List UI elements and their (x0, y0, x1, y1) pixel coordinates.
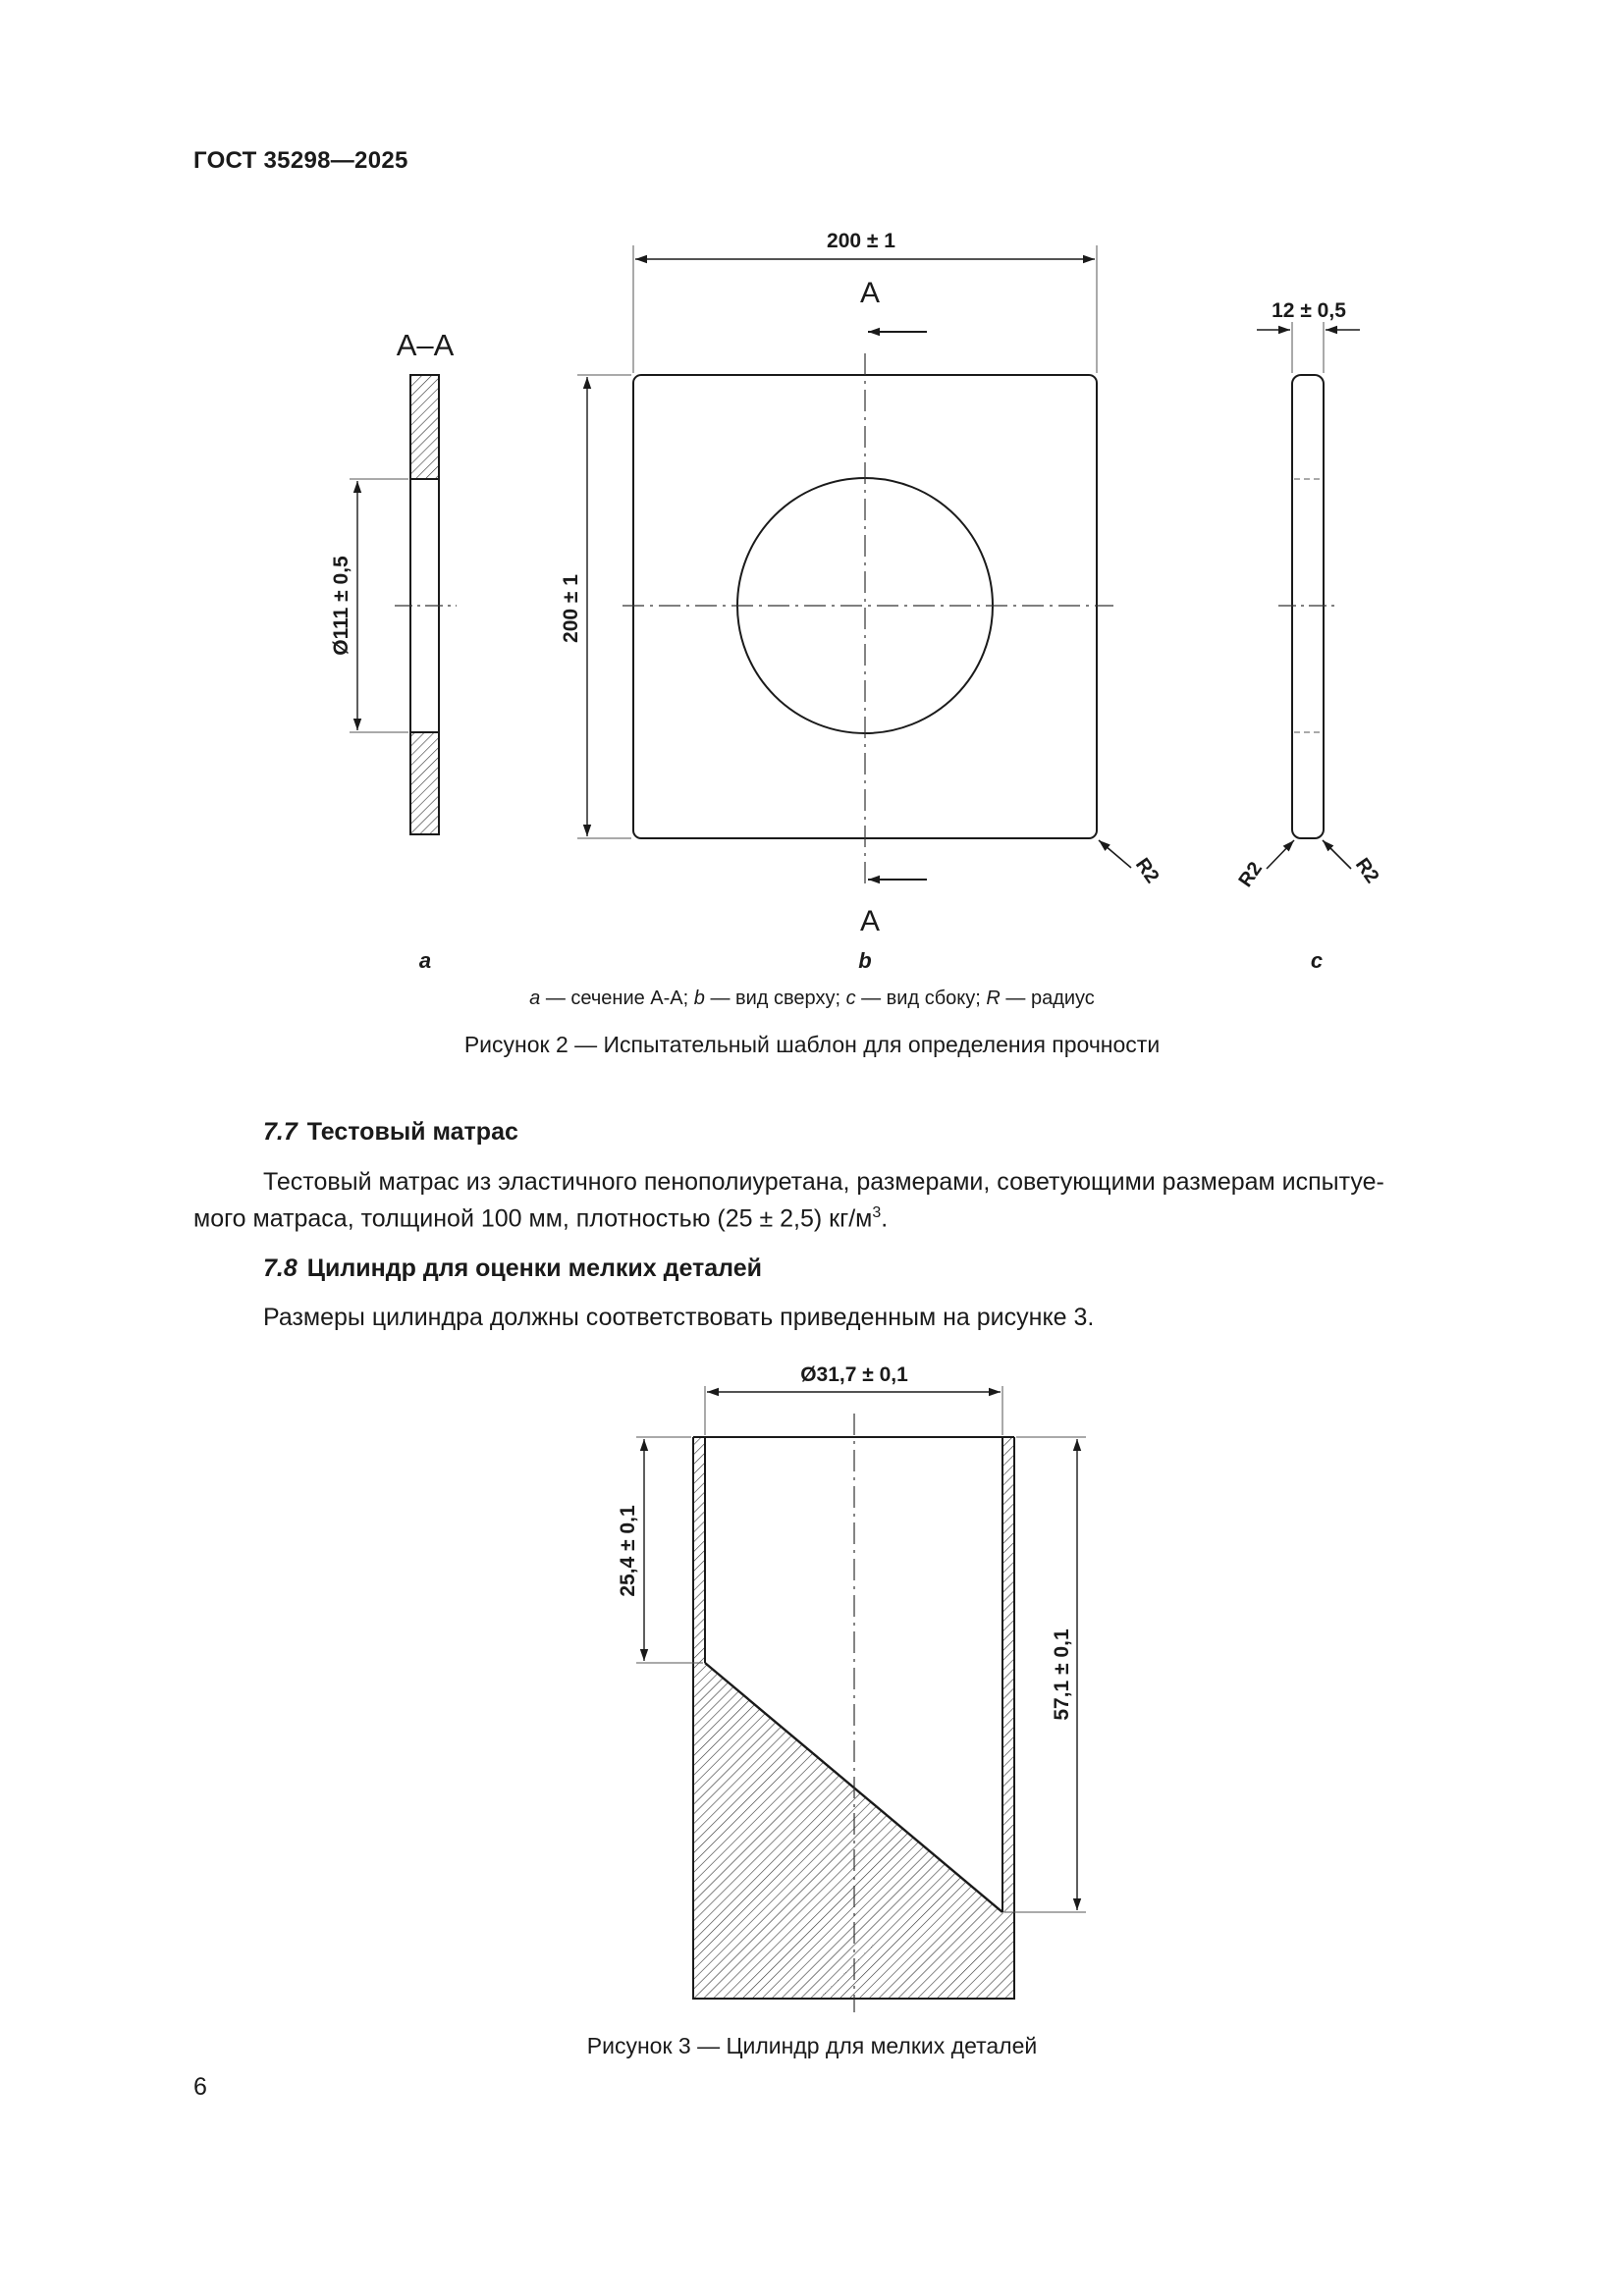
legend-key-c: с (845, 988, 856, 1009)
radius-label-c-left: R2 (1234, 858, 1268, 891)
width-label: 200 ± 1 (827, 230, 895, 252)
tall-height-label: 57,1 ± 0,1 (1051, 1629, 1073, 1721)
diameter-label: Ø31,7 ± 0,1 (800, 1363, 908, 1386)
cylinder-solid-base (693, 1663, 1002, 1999)
thickness-label: 12 ± 0,5 (1272, 299, 1346, 322)
legend-key-r: R (986, 988, 1001, 1009)
subfigure-label-a: a (418, 948, 432, 973)
radius-label-c-right: R2 (1350, 854, 1383, 887)
page-number: 6 (193, 2073, 207, 2101)
figure3-cylinder (617, 1363, 1086, 2012)
figure2-top-view (560, 230, 1164, 973)
hole-diameter-label: Ø111 ± 0,5 (330, 556, 352, 656)
section-7-7-number: 7.7 (263, 1118, 298, 1146)
figure2-legend (0, 988, 1624, 1010)
radius-leader-c-left (1267, 840, 1294, 869)
radius-leader-b (1099, 840, 1131, 868)
side-plate (1292, 375, 1324, 838)
section-mark-bottom: А (859, 905, 881, 937)
subfigure-label-c: c (1310, 948, 1324, 973)
section-7-8-heading (263, 1255, 762, 1283)
figure3-caption: Рисунок 3 — Цилиндр для мелких деталей (586, 2033, 1038, 2058)
section-7-7-heading (263, 1118, 518, 1147)
section-7-7-line2-end: . (881, 1204, 889, 1233)
radius-leader-c-right (1323, 840, 1351, 869)
document-header: ГОСТ 35298—2025 (193, 147, 408, 174)
section-7-7-title: Тестовый матрас (306, 1118, 518, 1146)
short-height-label: 25,4 ± 0,1 (617, 1505, 639, 1597)
section-title: А–А (396, 328, 455, 362)
section-7-8-text: Размеры цилиндра должны соответствовать приведенным на рисунке 3. (263, 1304, 1095, 1331)
legend-key-a: а (529, 988, 541, 1009)
radius-label-b: R2 (1130, 854, 1164, 887)
figure2-section-view (330, 328, 457, 973)
section-mark-top: А (859, 277, 881, 309)
legend-text-b: — вид сверху; (704, 988, 846, 1009)
figure2-caption: Рисунок 2 — Испытательный шаблон для определения прочности (463, 1032, 1161, 1057)
section-7-7-line1: Тестовый матрас из эластичного пенополиуретана, размерами, советующими размерам испытуе- (263, 1168, 1384, 1196)
section-upper-wall (410, 375, 439, 479)
legend-key-b: b (693, 988, 705, 1009)
section-7-7-superscript: 3 (872, 1204, 882, 1221)
section-lower-wall (410, 732, 439, 834)
legend-text-r: — радиус (1000, 988, 1095, 1009)
section-7-8-number: 7.8 (263, 1255, 298, 1282)
height-label: 200 ± 1 (560, 574, 582, 643)
section-7-7-line2 (193, 1197, 1509, 1235)
figure2-side-view (1234, 299, 1382, 973)
legend-text-a: — сечение А-А; (540, 988, 694, 1009)
legend-text-c: — вид сбоку; (855, 988, 987, 1009)
section-7-8-title: Цилиндр для оценки мелких деталей (306, 1255, 763, 1282)
section-7-7-line2-text: мого матраса, толщиной 100 мм, плотностью (25 ± 2,5) кг/м (193, 1204, 873, 1233)
subfigure-label-b: b (858, 948, 872, 973)
